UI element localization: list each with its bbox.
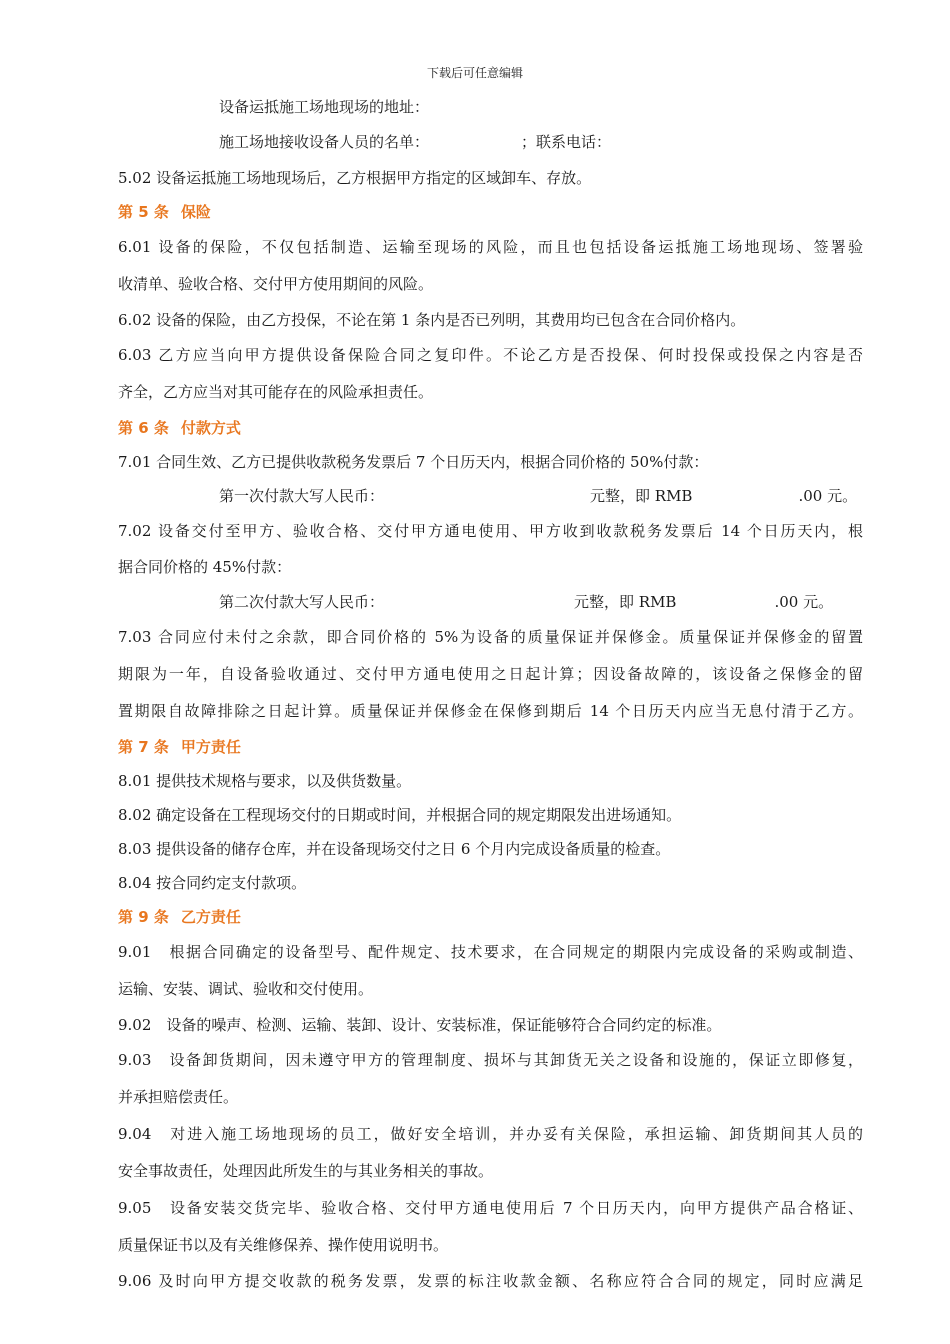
first-payment-suffix: .00 元。 <box>798 487 858 505</box>
clause-6-01: 6.01 设备的保险，不仅包括制造、运输至现场的风险，而且也包括设备运抵施工场地现场、签署验 <box>118 238 863 256</box>
clause-9-05-cont: 质量保证书以及有关维修保养、操作使用说明书。 <box>118 1236 449 1254</box>
contact-phone-label: ；联系电话： <box>521 133 612 151</box>
delivery-address-line: 设备运抵施工场地现场的地址： <box>219 98 430 116</box>
clause-6-01-cont: 收清单、验收合格、交付甲方使用期间的风险。 <box>118 275 434 293</box>
clause-9-02: 9.02 设备的噪声、检测、运输、装卸、设计、安装标准，保证能够符合合同约定的标准。 <box>118 1016 722 1034</box>
receiver-list-line <box>118 124 863 161</box>
page-header-note: 下载后可任意编辑 <box>426 66 523 80</box>
first-payment-line <box>118 479 863 513</box>
clause-9-03-cont: 并承担赔偿责任。 <box>118 1088 239 1106</box>
clause-8-03: 8.03 提供设备的储存仓库，并在设备现场交付之日 6 个月内完成设备质量的检查。 <box>118 840 671 858</box>
section-9-heading: 第 9 条 乙方责任 <box>118 908 241 926</box>
clause-6-03: 6.03 乙方应当向甲方提供设备保险合同之复印件。不论乙方是否投保、何时投保或投保之内容是否 <box>118 346 863 364</box>
first-payment-label: 第一次付款大写人民币： <box>219 487 385 505</box>
section-6-heading: 第 6 条 付款方式 <box>118 419 241 437</box>
first-payment-rmb: 元整，即 RMB <box>590 487 693 505</box>
clause-9-03: 9.03 设备卸货期间，因未遵守甲方的管理制度、损坏与其卸货无关之设备和设施的，保证立即修复， <box>118 1051 863 1069</box>
clause-8-01: 8.01 提供技术规格与要求，以及供货数量。 <box>118 772 412 790</box>
receiver-list-label: 施工场地接收设备人员的名单： <box>219 133 430 151</box>
clause-7-02-cont: 据合同价格的 45%付款： <box>118 558 292 576</box>
second-payment-rmb: 元整，即 RMB <box>574 593 677 611</box>
contract-body <box>118 90 863 1298</box>
second-payment-line <box>118 585 863 619</box>
clause-8-04: 8.04 按合同约定支付款项。 <box>118 874 307 892</box>
clause-9-01: 9.01 根据合同确定的设备型号、配件规定、技术要求，在合同规定的期限内完成设备的采购或制造、 <box>118 943 863 961</box>
clause-7-03: 7.03 合同应付未付之余款，即合同价格的 5%为设备的质量保证并保修金。质量保证并保修金的留置 <box>118 628 863 646</box>
clause-7-01: 7.01 合同生效、乙方已提供收款税务发票后 7 个日历天内，根据合同价格的 50%付款： <box>118 453 709 471</box>
clause-9-04: 9.04 对进入施工场地现场的员工，做好安全培训，并办妥有关保险，承担运输、卸货期间其人员的 <box>118 1125 863 1143</box>
clause-5-02: 5.02 设备运抵施工场地现场后，乙方根据甲方指定的区域卸车、存放。 <box>118 169 592 187</box>
second-payment-suffix: .00 元。 <box>774 593 834 611</box>
clause-7-03-cont-1: 期限为一年，自设备验收通过、交付甲方通电使用之日起计算；因设备故障的，该设备之保修金的留 <box>118 665 863 683</box>
clause-6-02: 6.02 设备的保险，由乙方投保，不论在第 1 条内是否已列明，其费用均已包含在合同价格内。 <box>118 311 746 329</box>
clause-9-01-cont: 运输、安装、调试、验收和交付使用。 <box>118 980 374 998</box>
clause-9-04-cont: 安全事故责任，处理因此所发生的与其业务相关的事故。 <box>118 1162 494 1180</box>
clause-9-06: 9.06 及时向甲方提交收款的税务发票，发票的标注收款金额、名称应符合合同的规定，同时应满足 <box>118 1272 863 1290</box>
clause-9-05: 9.05 设备安装交货完毕、验收合格、交付甲方通电使用后 7 个日历天内，向甲方提供产品合格证、 <box>118 1199 863 1217</box>
section-7-heading: 第 7 条 甲方责任 <box>118 738 241 756</box>
second-payment-label: 第二次付款大写人民币： <box>219 593 385 611</box>
clause-7-03-cont-2: 置期限自故障排除之日起计算。质量保证并保修金在保修到期后 14 个日历天内应当无息付清于乙方。 <box>118 702 863 720</box>
clause-6-03-cont: 齐全，乙方应当对其可能存在的风险承担责任。 <box>118 383 434 401</box>
clause-8-02: 8.02 确定设备在工程现场交付的日期或时间，并根据合同的规定期限发出进场通知。 <box>118 806 682 824</box>
clause-7-02: 7.02 设备交付至甲方、验收合格、交付甲方通电使用、甲方收到收款税务发票后 14 个日历天内，根 <box>118 522 863 540</box>
section-5-heading: 第 5 条 保险 <box>118 203 211 221</box>
